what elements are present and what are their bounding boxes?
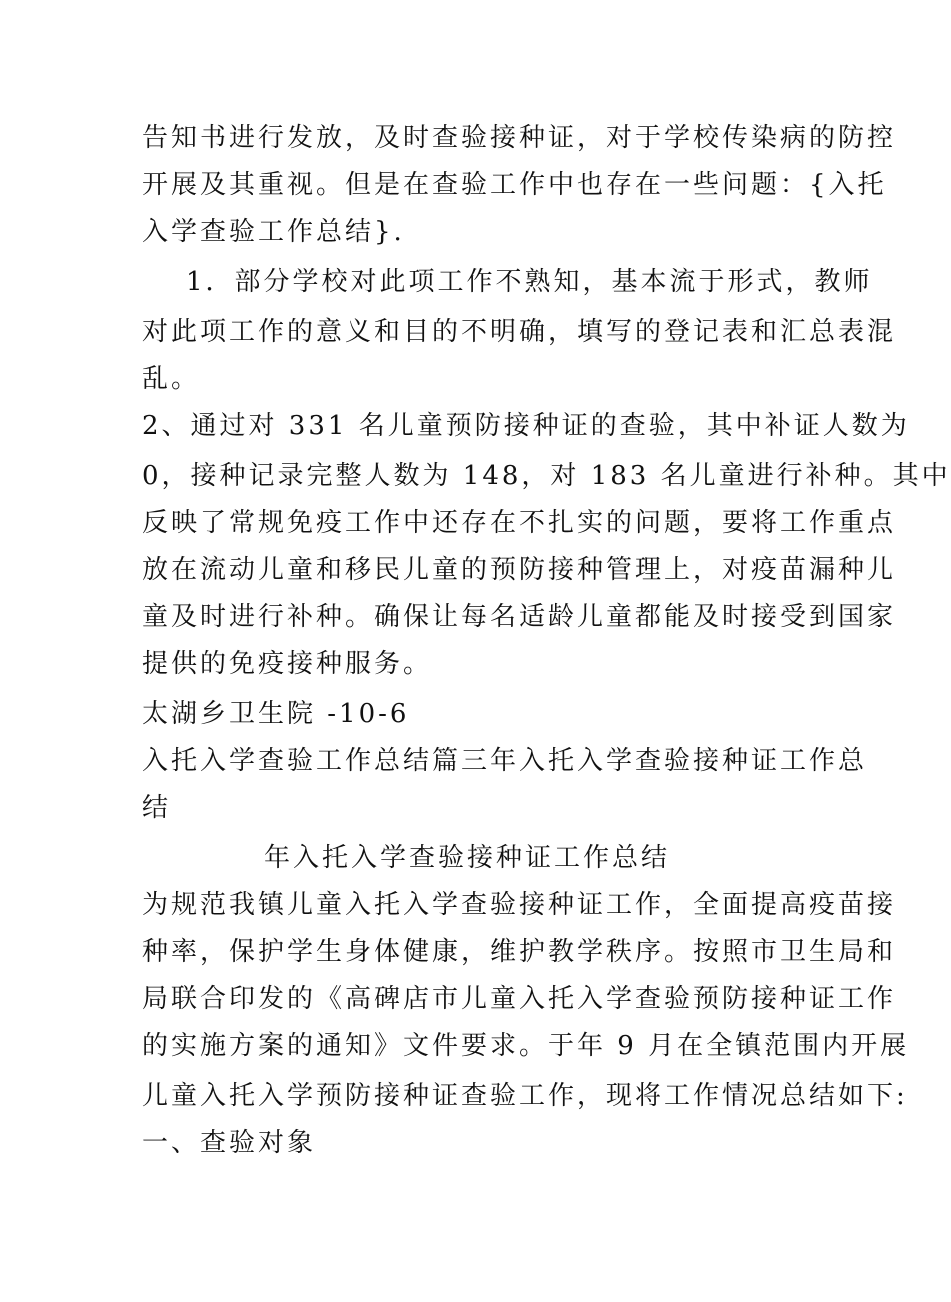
body-line-2: 开展及其重视。但是在查验工作中也存在一些问题：{入托 — [142, 170, 887, 200]
intro-line-2: 种率，保护学生身体健康，维护教学秩序。按照市卫生局和 — [142, 937, 897, 967]
body-line-3: 入学查验工作总结}. — [142, 217, 405, 247]
list-item-2-line-6: 提供的免疫接种服务。 — [142, 649, 433, 679]
list-item-1-line-1: 1．部分学校对此项工作不熟知，基本流于形式，教师 — [186, 267, 873, 297]
list-item-2-line-5: 童及时进行补种。确保让每名适龄儿童都能及时接受到国家 — [142, 602, 897, 632]
intro-line-4: 的实施方案的通知》文件要求。于年 9 月在全镇范围内开展 — [142, 1031, 910, 1061]
list-item-2-line-1: 2、通过对 331 名儿童预防接种证的查验，其中补证人数为 — [142, 411, 910, 441]
section-heading-line-1: 入托入学查验工作总结篇三年入托入学查验接种证工作总 — [142, 746, 868, 776]
subsection-heading: 一、查验对象 — [142, 1128, 317, 1158]
intro-line-1: 为规范我镇儿童入托入学查验接种证工作，全面提高疫苗接 — [142, 890, 897, 920]
section-heading-line-2: 结 — [142, 793, 172, 823]
list-item-2-line-3: 反映了常规免疫工作中还存在不扎实的问题，要将工作重点 — [142, 508, 897, 538]
list-item-2-line-4: 放在流动儿童和移民儿童的预防接种管理上，对疫苗漏种儿 — [142, 555, 897, 585]
intro-line-5: 儿童入托入学预防接种证查验工作，现将工作情况总结如下: — [142, 1081, 908, 1111]
list-item-2-line-2: 0，接种记录完整人数为 148，对 183 名儿童进行补种。其中 — [142, 461, 951, 491]
intro-line-3: 局联合印发的《高碑店市儿童入托入学查验预防接种证工作 — [142, 984, 897, 1014]
body-line-1: 告知书进行发放，及时查验接种证，对于学校传染病的防控 — [142, 123, 897, 153]
list-item-1-line-3: 乱。 — [142, 364, 201, 394]
list-item-1-line-2: 对此项工作的意义和目的不明确，填写的登记表和汇总表混 — [142, 317, 897, 347]
document-title: 年入托入学查验接种证工作总结 — [263, 843, 670, 873]
signature-line: 太湖乡卫生院 -10-6 — [142, 699, 410, 729]
